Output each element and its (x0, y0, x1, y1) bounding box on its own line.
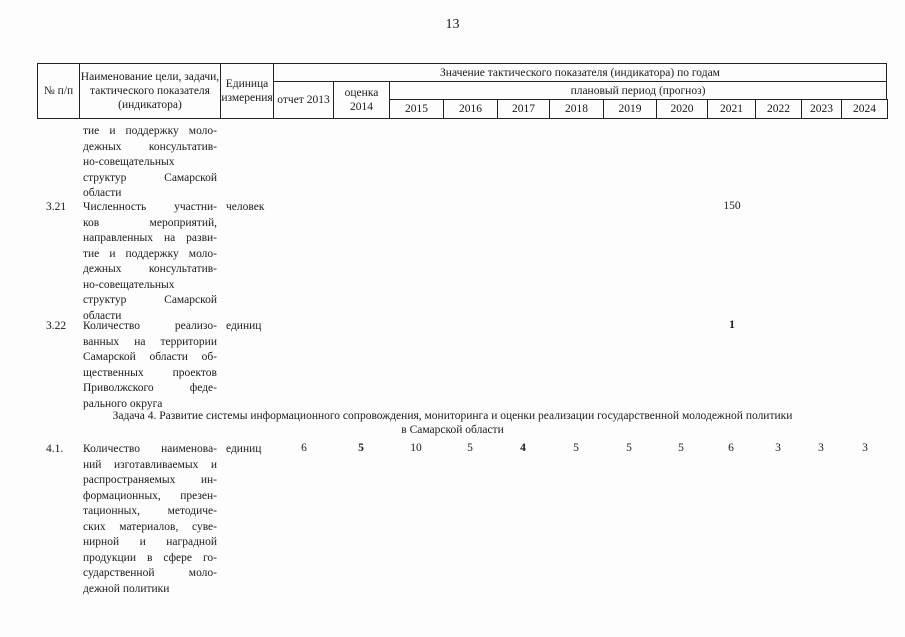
row-3-21-value-2021: 150 (723, 200, 741, 212)
header-year-2024: 2024 (841, 99, 888, 119)
row-3-21-name-line: области (83, 309, 122, 322)
row-3-21-name (83, 200, 217, 324)
header-num: № п/п (37, 63, 80, 119)
row-3-22-name (83, 319, 217, 412)
row-3-22-name-line: Приволжского феде- (83, 382, 217, 394)
header-year-2020: 2020 (656, 99, 708, 119)
row-4-1-name-line: ний изготавливаемых и (83, 458, 217, 471)
row-4-1-name-line: дежной политики (83, 582, 170, 595)
header-name: Наименование цели, задачи, тактического показателя (индикатора) (79, 63, 221, 119)
row-4-1-unit: единиц (226, 443, 262, 455)
row-4-1-name-line: тационных, методиче- (83, 505, 217, 517)
header-year-2016: 2016 (443, 99, 498, 119)
row-3-22-unit: единиц (226, 320, 262, 332)
row-4-1-name-line: Количество наименова- (83, 443, 217, 455)
row-4-1-name-line: нирной и наградной (83, 536, 217, 548)
continuation-text (83, 124, 217, 202)
row-3-21-num: 3.21 (46, 201, 67, 213)
row-3-21-name-line: дежных консультатив- (83, 263, 217, 275)
row-4-1-value: 3 (818, 442, 824, 454)
header-year-2023: 2023 (801, 99, 842, 119)
header-year-2022: 2022 (755, 99, 802, 119)
row-4-1-name-line: распространяемых ин- (83, 474, 217, 486)
header-year-2021: 2021 (707, 99, 756, 119)
row-4-1-value: 5 (573, 442, 579, 454)
row-4-1-value: 3 (862, 442, 868, 454)
row-4-1-name (83, 442, 217, 597)
row-3-22-name-line: рального округа (83, 397, 163, 410)
continuation-line: структур Самарской (83, 171, 217, 184)
row-3-22-name-line: Количество реализо- (83, 320, 217, 332)
continuation-line: но-совещательных (83, 156, 175, 168)
continuation-line: дежных консультатив- (83, 140, 217, 153)
row-3-22-name-line: Самарской области об- (83, 351, 217, 363)
task-4-line-1: Задача 4. Развитие системы информационного сопровождения, мониторинга и оценки реализации государственной молодежной политики (112, 410, 793, 422)
header-unit: Единица измерения (220, 63, 274, 119)
row-4-1-value: 6 (728, 442, 734, 454)
continuation-line: тие и поддержку моло- (83, 125, 217, 137)
task-4-line-2: в Самарской области (401, 424, 504, 436)
row-4-1-num: 4.1. (46, 443, 64, 455)
header-year-2018: 2018 (549, 99, 604, 119)
row-3-21-name-line: ков мероприятий, (83, 216, 217, 229)
header-values-title: Значение тактического показателя (индикатора) по годам (273, 63, 887, 82)
row-4-1-value: 5 (626, 442, 632, 454)
row-4-1-name-line: сударственной моло- (83, 567, 217, 579)
row-3-21-unit: человек (226, 201, 265, 213)
row-4-1-value: 3 (775, 442, 781, 454)
row-4-1-name-line: продукции в сфере го- (83, 551, 217, 564)
row-3-22-name-line: ванных на территории (83, 335, 217, 348)
row-3-22-name-line: щественных проектов (83, 366, 217, 379)
row-3-21-name-line: но-совещательных (83, 278, 175, 291)
header-year-2017: 2017 (497, 99, 550, 119)
row-3-22-value-2021: 1 (729, 319, 735, 331)
row-4-1-value: 4 (520, 442, 526, 454)
row-4-1-value: 5 (467, 442, 473, 454)
row-3-21-name-line: Численность участни- (83, 201, 217, 213)
row-4-1-value: 5 (358, 442, 364, 454)
header-plan: плановый период (прогноз) (389, 81, 887, 100)
row-4-1-value: 6 (301, 442, 307, 454)
row-4-1-name-line: ских материалов, суве- (83, 520, 217, 533)
page-number: 13 (445, 17, 460, 32)
row-3-21-name-line: структур Самарской (83, 294, 217, 306)
continuation-line: области (83, 187, 122, 199)
row-4-1-value: 10 (410, 442, 422, 454)
header-estimate: оценка 2014 (333, 81, 390, 119)
row-4-1-value: 5 (678, 442, 684, 454)
header-year-2019: 2019 (603, 99, 657, 119)
row-4-1-name-line: формационных, презен- (83, 489, 217, 502)
row-3-21-name-line: тие и поддержку моло- (83, 247, 217, 260)
header-report: отчет 2013 (273, 81, 334, 119)
row-3-22-num: 3.22 (46, 320, 67, 332)
row-3-21-name-line: направленных на разви- (83, 232, 217, 244)
header-year-2015: 2015 (389, 99, 444, 119)
